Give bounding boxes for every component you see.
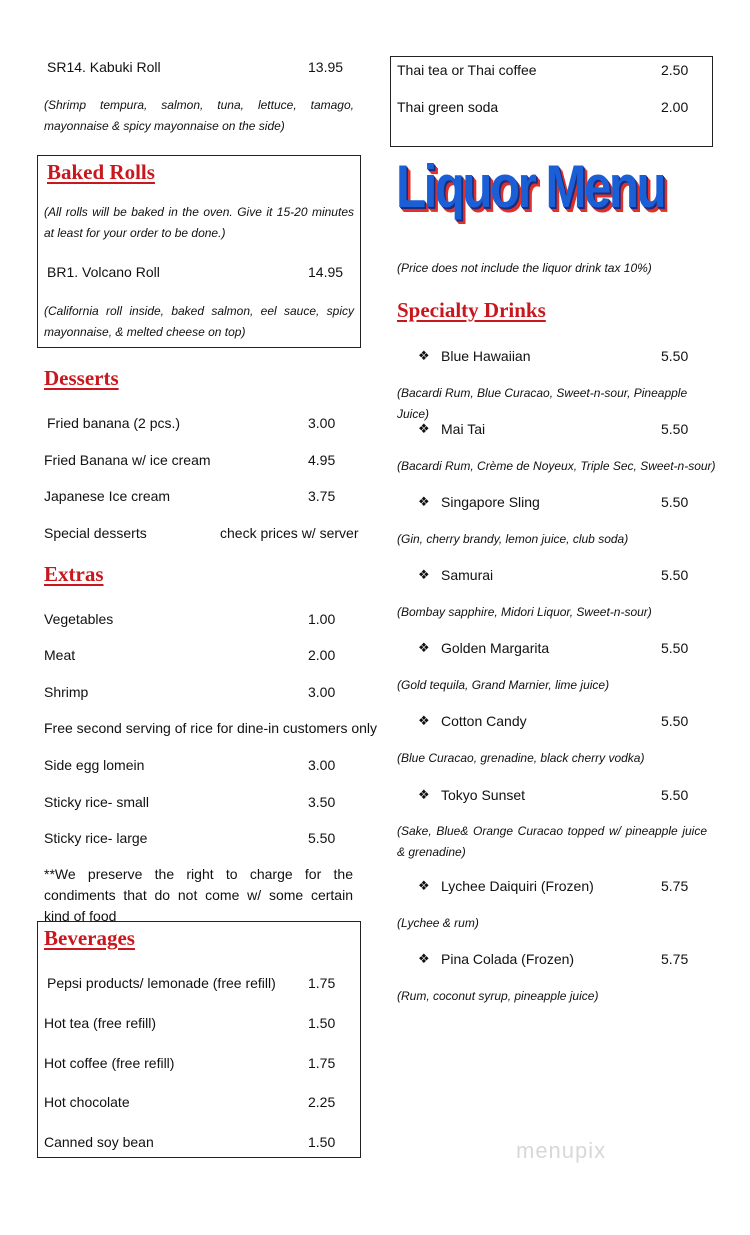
- dessert-item-price: 3.00: [308, 415, 336, 431]
- drink-desc: (Lychee & rum): [397, 916, 479, 930]
- beverage-item-price: 1.75: [308, 1055, 336, 1071]
- bullet-icon: ❖: [418, 713, 430, 728]
- bullet-icon: ❖: [418, 951, 430, 966]
- dessert-item-name: Fried banana (2 pcs.): [47, 415, 181, 431]
- drink-name: Tokyo Sunset: [441, 787, 526, 803]
- extra-item-price: 3.00: [308, 757, 336, 773]
- drink-price: 5.50: [661, 787, 689, 803]
- thai-drink-price: 2.00: [661, 99, 689, 115]
- extra-item-price: 3.00: [308, 684, 336, 700]
- dessert-item-name: Special desserts: [44, 525, 147, 541]
- drink-name: Lychee Daiquiri (Frozen): [441, 878, 594, 894]
- beverages-heading: Beverages: [44, 926, 135, 950]
- extra-item-name: Shrimp: [44, 684, 89, 700]
- bullet-icon: ❖: [418, 787, 430, 802]
- kabuki-roll-desc: (Shrimp tempura, salmon, tuna, lettuce, tamago, mayonnaise & spicy mayonnaise on the side): [44, 98, 354, 133]
- drink-name: Blue Hawaiian: [441, 348, 531, 364]
- dessert-item-price: 4.95: [308, 452, 336, 468]
- extra-item-name: Sticky rice- small: [44, 794, 150, 810]
- extra-item-price: 2.00: [308, 647, 336, 663]
- extra-item-name: Sticky rice- large: [44, 830, 148, 846]
- extra-item-price: 5.50: [308, 830, 336, 846]
- beverages-box: [37, 921, 361, 1158]
- liquor-menu-title: Liquor Menu: [396, 153, 665, 220]
- beverage-item-name: Hot tea (free refill): [44, 1015, 157, 1031]
- bullet-icon: ❖: [418, 567, 430, 582]
- volcano-roll-name: BR1. Volcano Roll: [47, 264, 160, 280]
- dessert-item-name: Japanese Ice cream: [44, 488, 171, 504]
- drink-price: 5.50: [661, 348, 689, 364]
- dessert-item-price: check prices w/ server: [220, 525, 359, 541]
- beverage-item-name: Hot coffee (free refill): [44, 1055, 175, 1071]
- beverage-item-price: 1.75: [308, 975, 336, 991]
- beverage-item-name: Canned soy bean: [44, 1134, 154, 1150]
- menupix-watermark: menupix: [516, 1138, 607, 1163]
- drink-name: Pina Colada (Frozen): [441, 951, 575, 967]
- dessert-item-name: Fried Banana w/ ice cream: [44, 452, 211, 468]
- drink-price: 5.75: [661, 951, 689, 967]
- drink-price: 5.50: [661, 494, 689, 510]
- bullet-icon: ❖: [418, 640, 430, 655]
- beverage-item-name: Pepsi products/ lemonade (free refill): [47, 975, 276, 991]
- drink-desc: (Rum, coconut syrup, pineapple juice): [397, 989, 599, 1003]
- thai-drink-name: Thai tea or Thai coffee: [397, 62, 537, 78]
- drink-price: 5.50: [661, 640, 689, 656]
- beverage-item-name: Hot chocolate: [44, 1094, 130, 1110]
- drink-desc: (Blue Curacao, grenadine, black cherry vodka): [397, 751, 645, 765]
- beverage-item-price: 1.50: [308, 1015, 336, 1031]
- extra-item-name: Meat: [44, 647, 76, 663]
- extra-rice-note: Free second serving of rice for dine-in customers only: [44, 720, 378, 736]
- kabuki-roll-name: SR14. Kabuki Roll: [47, 59, 161, 75]
- bullet-icon: ❖: [418, 878, 430, 893]
- drink-name: Samurai: [441, 567, 494, 583]
- bullet-icon: ❖: [418, 421, 430, 436]
- bullet-icon: ❖: [418, 348, 430, 363]
- kabuki-roll-price: 13.95: [308, 59, 344, 75]
- drink-name: Singapore Sling: [441, 494, 540, 510]
- beverage-item-price: 1.50: [308, 1134, 336, 1150]
- drink-name: Cotton Candy: [441, 713, 527, 729]
- volcano-roll-desc: (California roll inside, baked salmon, eel sauce, spicy mayonnaise, & melted cheese on top): [44, 304, 354, 339]
- condiments-note: **We preserve the right to charge for the condiments that do not come w/ some certain kind of food: [44, 866, 353, 924]
- drink-desc: (Bombay sapphire, Midori Liquor, Sweet-n-sour): [397, 605, 652, 619]
- extra-item-price: 1.00: [308, 611, 336, 627]
- drink-desc: (Gin, cherry brandy, lemon juice, club soda): [397, 532, 629, 546]
- bullet-icon: ❖: [418, 494, 430, 509]
- beverage-item-price: 2.25: [308, 1094, 336, 1110]
- extra-item-name: Side egg lomein: [44, 757, 145, 773]
- baked-rolls-note: (All rolls will be baked in the oven. Give it 15-20 minutes at least for your order to be done.): [44, 205, 354, 240]
- extra-item-name: Vegetables: [44, 611, 114, 627]
- liquor-tax-note: (Price does not include the liquor drink tax 10%): [397, 261, 652, 275]
- specialty-drinks-heading: Specialty Drinks: [397, 298, 546, 322]
- thai-drink-price: 2.50: [661, 62, 689, 78]
- drink-price: 5.50: [661, 567, 689, 583]
- extra-item-price: 3.50: [308, 794, 336, 810]
- thai-drink-name: Thai green soda: [397, 99, 499, 115]
- drink-desc: (Sake, Blue& Orange Curacao topped w/ pineapple juice & grenadine): [397, 824, 707, 859]
- drink-name: Mai Tai: [441, 421, 486, 437]
- desserts-heading: Desserts: [44, 366, 119, 390]
- drink-name: Golden Margarita: [441, 640, 550, 656]
- drink-price: 5.75: [661, 878, 689, 894]
- drink-price: 5.50: [661, 421, 689, 437]
- drink-desc: (Bacardi Rum, Crème de Noyeux, Triple Sec, Sweet-n-sour): [397, 459, 716, 473]
- drink-desc: (Gold tequila, Grand Marnier, lime juice): [397, 678, 610, 692]
- volcano-roll-price: 14.95: [308, 264, 344, 280]
- drink-price: 5.50: [661, 713, 689, 729]
- dessert-item-price: 3.75: [308, 488, 336, 504]
- extras-heading: Extras: [44, 562, 104, 586]
- drink-desc: (Bacardi Rum, Blue Curacao, Sweet-n-sour, Pineapple Juice): [397, 386, 688, 421]
- baked-rolls-heading: Baked Rolls: [47, 160, 155, 184]
